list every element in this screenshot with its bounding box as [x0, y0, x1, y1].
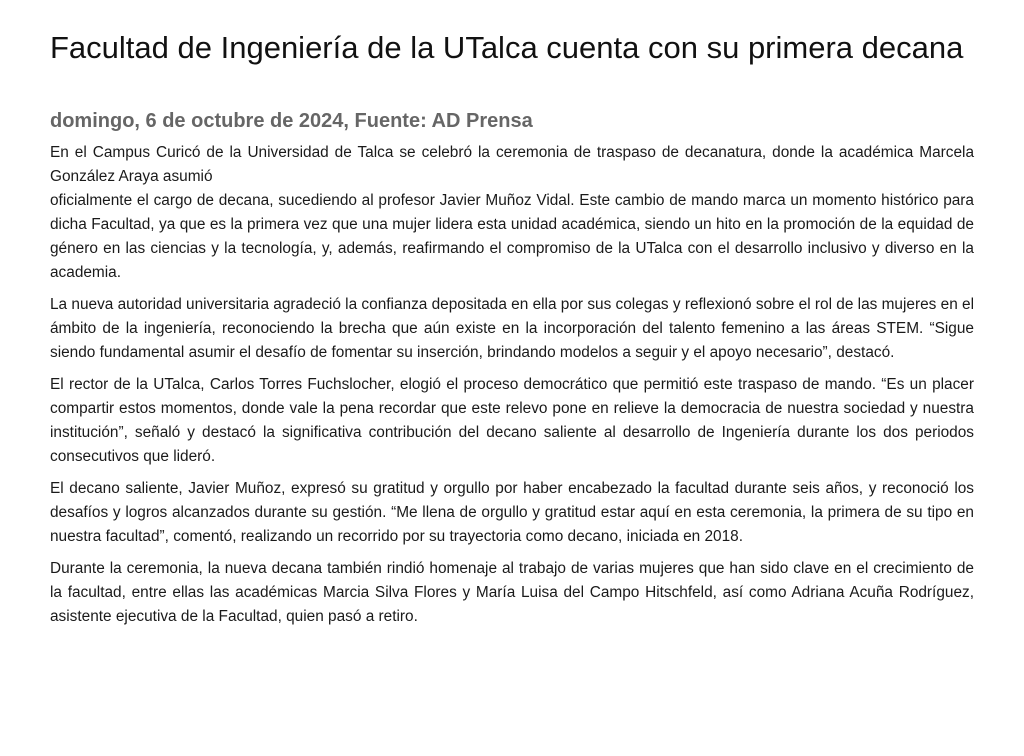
article-paragraph-1	[50, 141, 974, 285]
article-paragraph-1-first-line: En el Campus Curicó de la Universidad de Talca se celebró la ceremonia de traspaso de decanatura, donde la académica Marcela González Araya asumió	[50, 144, 974, 185]
article-paragraph-4: El decano saliente, Javier Muñoz, expresó su gratitud y orgullo por haber encabezado la facultad durante seis años, y reconoció los desafíos y logros alcanzados durante su gestión. “Me llena de orgullo y gratitud estar aquí en esta ceremonia, la primera de su tipo en nuestra facultad”, comentó, realizando un recorrido por su trayectoria como decano, iniciada en 2018.	[50, 480, 974, 545]
article-title: Facultad de Ingeniería de la UTalca cuenta con su primera decana	[50, 30, 964, 65]
article-paragraph-2: La nueva autoridad universitaria agradeció la confianza depositada en ella por sus colegas y reflexionó sobre el rol de las mujeres en el ámbito de la ingeniería, reconociendo la brecha que aún existe en la incorporación del talento femenino a las áreas STEM. “Sigue siendo fundamental asumir el desafío de fomentar su inserción, brindando modelos a seguir y el apoyo necesario”, destacó.	[50, 296, 975, 361]
article-paragraph-3: El rector de la UTalca, Carlos Torres Fuchslocher, elogió el proceso democrático que permitió este traspaso de mando. “Es un placer compartir estos momentos, donde vale la pena recordar que este relevo pone en relieve la democracia de nuestra sociedad y nuestra institución”, señaló y destacó la significativa contribución del decano saliente al desarrollo de Ingeniería durante los dos periodos consecutivos que lideró.	[50, 376, 974, 465]
article-paragraph-1-rest: oficialmente el cargo de decana, sucediendo al profesor Javier Muñoz Vidal. Este cambio de mando marca un momento histórico para dicha Facultad, ya que es la primera vez que una mujer lidera esta unidad académica, siendo un hito en la promoción de la equidad de género en las ciencias y la tecnología, y, además, reafirmando el compromiso de la UTalca con el desarrollo inclusivo y diverso en la academia.	[50, 192, 974, 281]
article-paragraph-5: Durante la ceremonia, la nueva decana también rindió homenaje al trabajo de varias mujeres que han sido clave en el crecimiento de la facultad, entre ellas las académicas Marcia Silva Flores y María Luisa del Campo Hitschfeld, así como Adriana Acuña Rodríguez, asistente ejecutiva de la Facultad, quien pasó a retiro.	[50, 560, 974, 625]
article-date-source: domingo, 6 de octubre de 2024, Fuente: AD Prensa	[50, 110, 533, 132]
news-article	[50, 24, 974, 629]
